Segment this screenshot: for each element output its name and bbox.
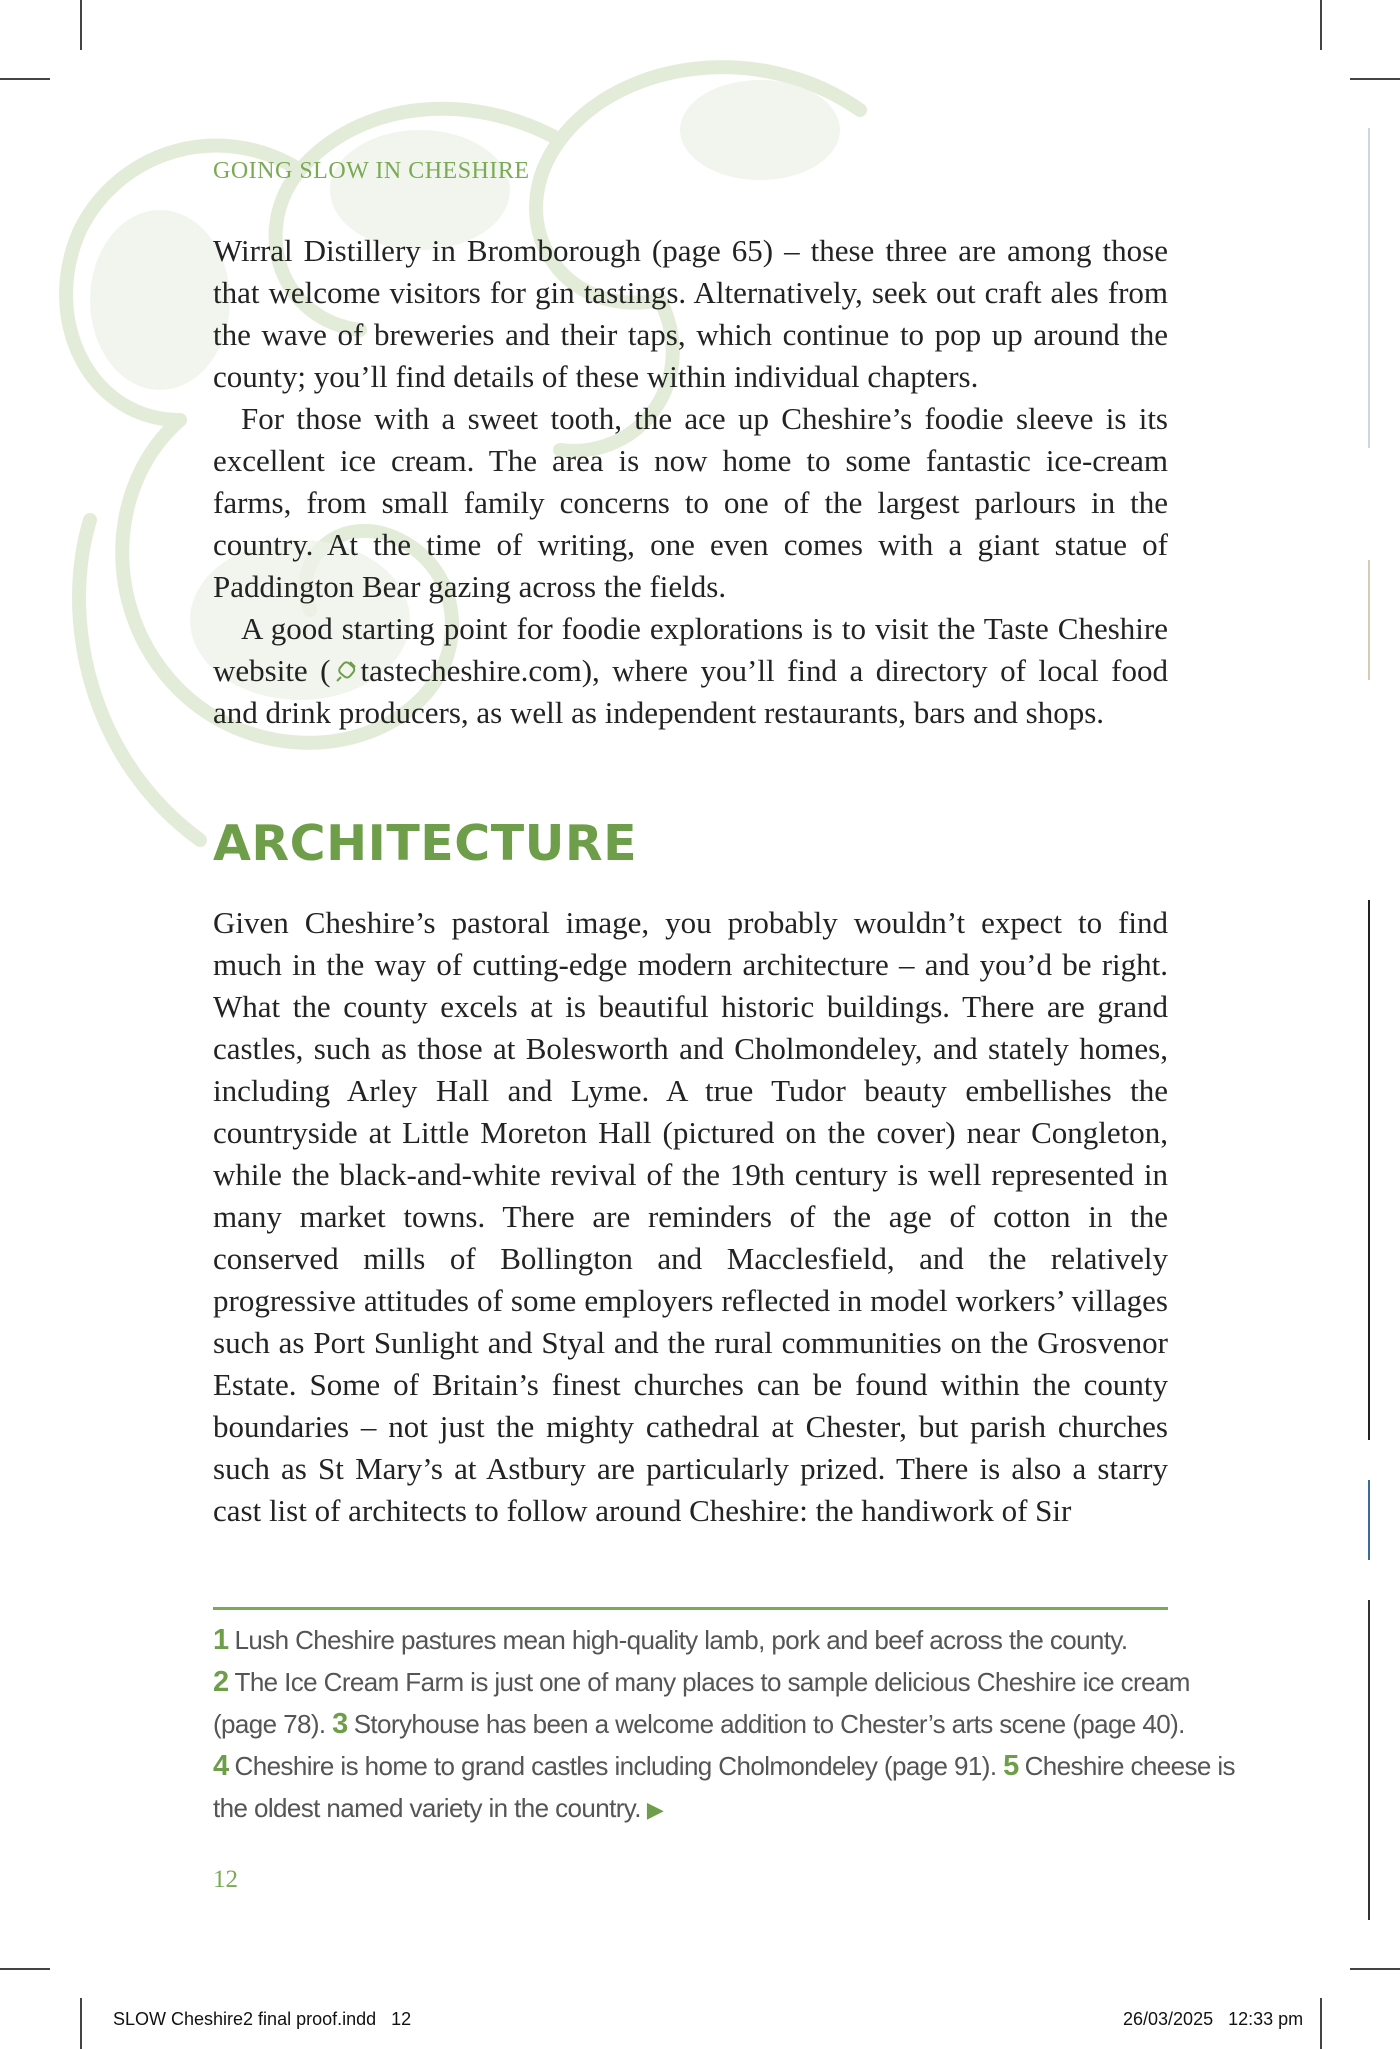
caption-number: 2 xyxy=(213,1666,229,1698)
paragraph: For those with a sweet tooth, the ace up Cheshire’s foodie sleeve is its excellent ice cream. The area is now home to some fantastic ice-cream farms, from small family concerns to one of the largest parlours in the country. At the time of writing, one even comes with a giant statue of Paddington Bear gazing across the fields. xyxy=(213,401,1168,604)
photo-captions xyxy=(213,1619,1235,1831)
bleed-edge-line xyxy=(1368,1600,1370,1920)
body-text-architecture xyxy=(213,902,1168,1532)
crop-mark xyxy=(0,1968,50,1970)
caption-number: 1 xyxy=(213,1624,229,1656)
caption-text: (page 78). xyxy=(213,1709,326,1739)
paragraph: Wirral Distillery in Bromborough (page 65) – these three are among those that welcome visitors for gin tastings. Alternatively, seek out craft ales from the wave of breweries and their taps, which continue to pop up around the county; you’ll find details of these within individual chapters. xyxy=(213,233,1168,394)
bleed-edge-line xyxy=(1368,1480,1370,1560)
caption-line xyxy=(213,1619,1173,1661)
caption-number: 5 xyxy=(1003,1750,1019,1782)
link-icon xyxy=(333,659,359,685)
slug-timestamp: 26/03/2025 12:33 pm xyxy=(1123,2009,1304,2029)
caption-line xyxy=(213,1787,1173,1831)
paragraph: Given Cheshire’s pastoral image, you probably wouldn’t expect to find much in the way of cutting-edge modern architecture – and you’d be right. What the county excels at is beautiful historic buildings. There are grand castles, such as those at Bolesworth and Cholmondeley, and stately homes, including Arley Hall and Lyme. A true Tudor beauty embellishes the countryside at Little Moreton Hall (pictured on the cover) near Congleton, while the black-and-white revival of the 19th century is well represented in many market towns. There are reminders of the age of cotton in the conserved mills of Bollington and Macclesfield, and the relatively progressive attitudes of some employers reflected in model workers’ villages such as Port Sunlight and Styal and the rural communities on the Grosvenor Estate. Some of Britain’s finest churches can be found within the county boundaries – not just the mighty cathedral at Chester, but parish churches such as St Mary’s at Astbury are particularly prized. There is also a starry cast list of architects to follow around Cheshire: the handiwork of Sir xyxy=(213,905,1168,1528)
crop-mark xyxy=(80,1998,82,2049)
crop-mark xyxy=(1320,1998,1322,2049)
caption-text: Lush Cheshire pastures mean high-quality lamb, pork and beef across the county. xyxy=(234,1625,1128,1655)
section-heading: ARCHITECTURE xyxy=(213,815,638,872)
caption-text: Cheshire cheese is xyxy=(1024,1751,1235,1781)
caption-text: Cheshire is home to grand castles including Cholmondeley (page 91). xyxy=(234,1751,997,1781)
crop-mark xyxy=(1350,1968,1400,1970)
bleed-edge-line xyxy=(1368,560,1370,680)
continue-arrow-icon: ▶ xyxy=(646,1797,664,1822)
caption-line xyxy=(213,1745,1235,1787)
body-text-top xyxy=(213,230,1168,734)
caption-number: 4 xyxy=(213,1750,229,1782)
slug-filename: SLOW Cheshire2 final proof.indd 12 xyxy=(113,2009,412,2029)
paragraph-text: A good starting point for foodie explorations is to visit the Taste Cheshire website ( xyxy=(213,611,1168,688)
crop-mark xyxy=(1350,78,1400,80)
website-link[interactable]: tastecheshire.com xyxy=(360,653,582,688)
crop-mark xyxy=(1320,0,1322,50)
caption-text: Storyhouse has been a welcome addition to Chester’s arts scene (page 40). xyxy=(353,1709,1185,1739)
paragraph-text: ), where you’ll find a directory of local food and drink producers, as well as independent restaurants, bars and shops. xyxy=(213,653,1168,730)
bleed-edge-line xyxy=(1368,900,1370,1440)
caption-text: The Ice Cream Farm is just one of many places to sample delicious Cheshire ice cream xyxy=(234,1667,1190,1697)
running-head: GOING SLOW IN CHESHIRE xyxy=(213,158,530,184)
paragraph xyxy=(213,608,1168,734)
page-number: 12 xyxy=(213,1866,238,1893)
caption-divider xyxy=(213,1607,1168,1610)
caption-text: the oldest named variety in the country. xyxy=(213,1793,641,1823)
bleed-edge-line xyxy=(1368,128,1370,448)
caption-line xyxy=(213,1661,1190,1703)
caption-line xyxy=(213,1703,1185,1745)
caption-number: 3 xyxy=(332,1708,348,1740)
